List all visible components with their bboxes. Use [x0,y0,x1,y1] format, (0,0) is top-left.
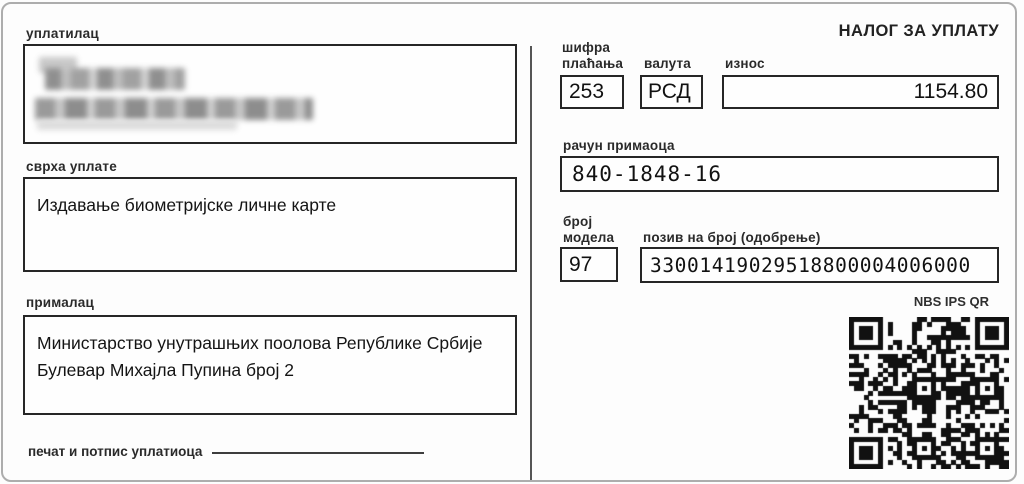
reference-number-value: 33001419029518800004006000 [650,254,971,277]
recipient-account-value: 840-1848-16 [572,162,723,186]
amount-box [722,75,999,109]
nbs-ips-qr-code [849,317,1009,469]
recipient-line2: Булевар Михајла Пупина број 2 [37,360,294,380]
payer-redacted-line [45,68,185,90]
model-number-label: број модела [563,214,615,245]
reference-number-box [640,247,999,283]
reference-number-label: позив на број (одобрење) [643,230,821,245]
signature-line [212,452,424,454]
purpose-label: сврха уплате [26,159,117,174]
recipient-account-label: рачун примаоца [563,138,675,153]
payment-code-value: 253 [569,80,605,103]
currency-value: РСД [648,80,691,103]
amount-value: 1154.80 [913,80,988,103]
payer-box [23,44,517,144]
signature-row [28,444,424,459]
model-number-value: 97 [569,253,593,276]
qr-code-label: NBS IPS QR [913,294,989,309]
recipient-account-box [560,156,999,192]
column-divider [530,46,532,480]
purpose-value: Издавање биометријске личне карте [37,195,337,215]
payment-slip-card [1,2,1017,482]
recipient-line1: Министарство унутрашњих поолова Републике Србије [37,333,483,353]
payment-code-label: шифра плаћања [562,40,624,71]
payer-label: уплатилац [26,26,99,41]
model-number-box [560,247,618,282]
amount-label: износ [725,56,765,71]
recipient-label: прималац [26,295,94,310]
signature-label: печат и потпис уплатиоца [28,444,203,459]
payer-redacted-line [35,98,313,120]
purpose-box [23,177,517,272]
payer-redacted-line [37,120,237,130]
recipient-box [23,315,517,415]
form-title: НАЛОГ ЗА УПЛАТУ [838,22,999,40]
currency-label: валута [644,56,692,71]
payment-code-box [560,75,624,109]
currency-box [640,75,703,109]
